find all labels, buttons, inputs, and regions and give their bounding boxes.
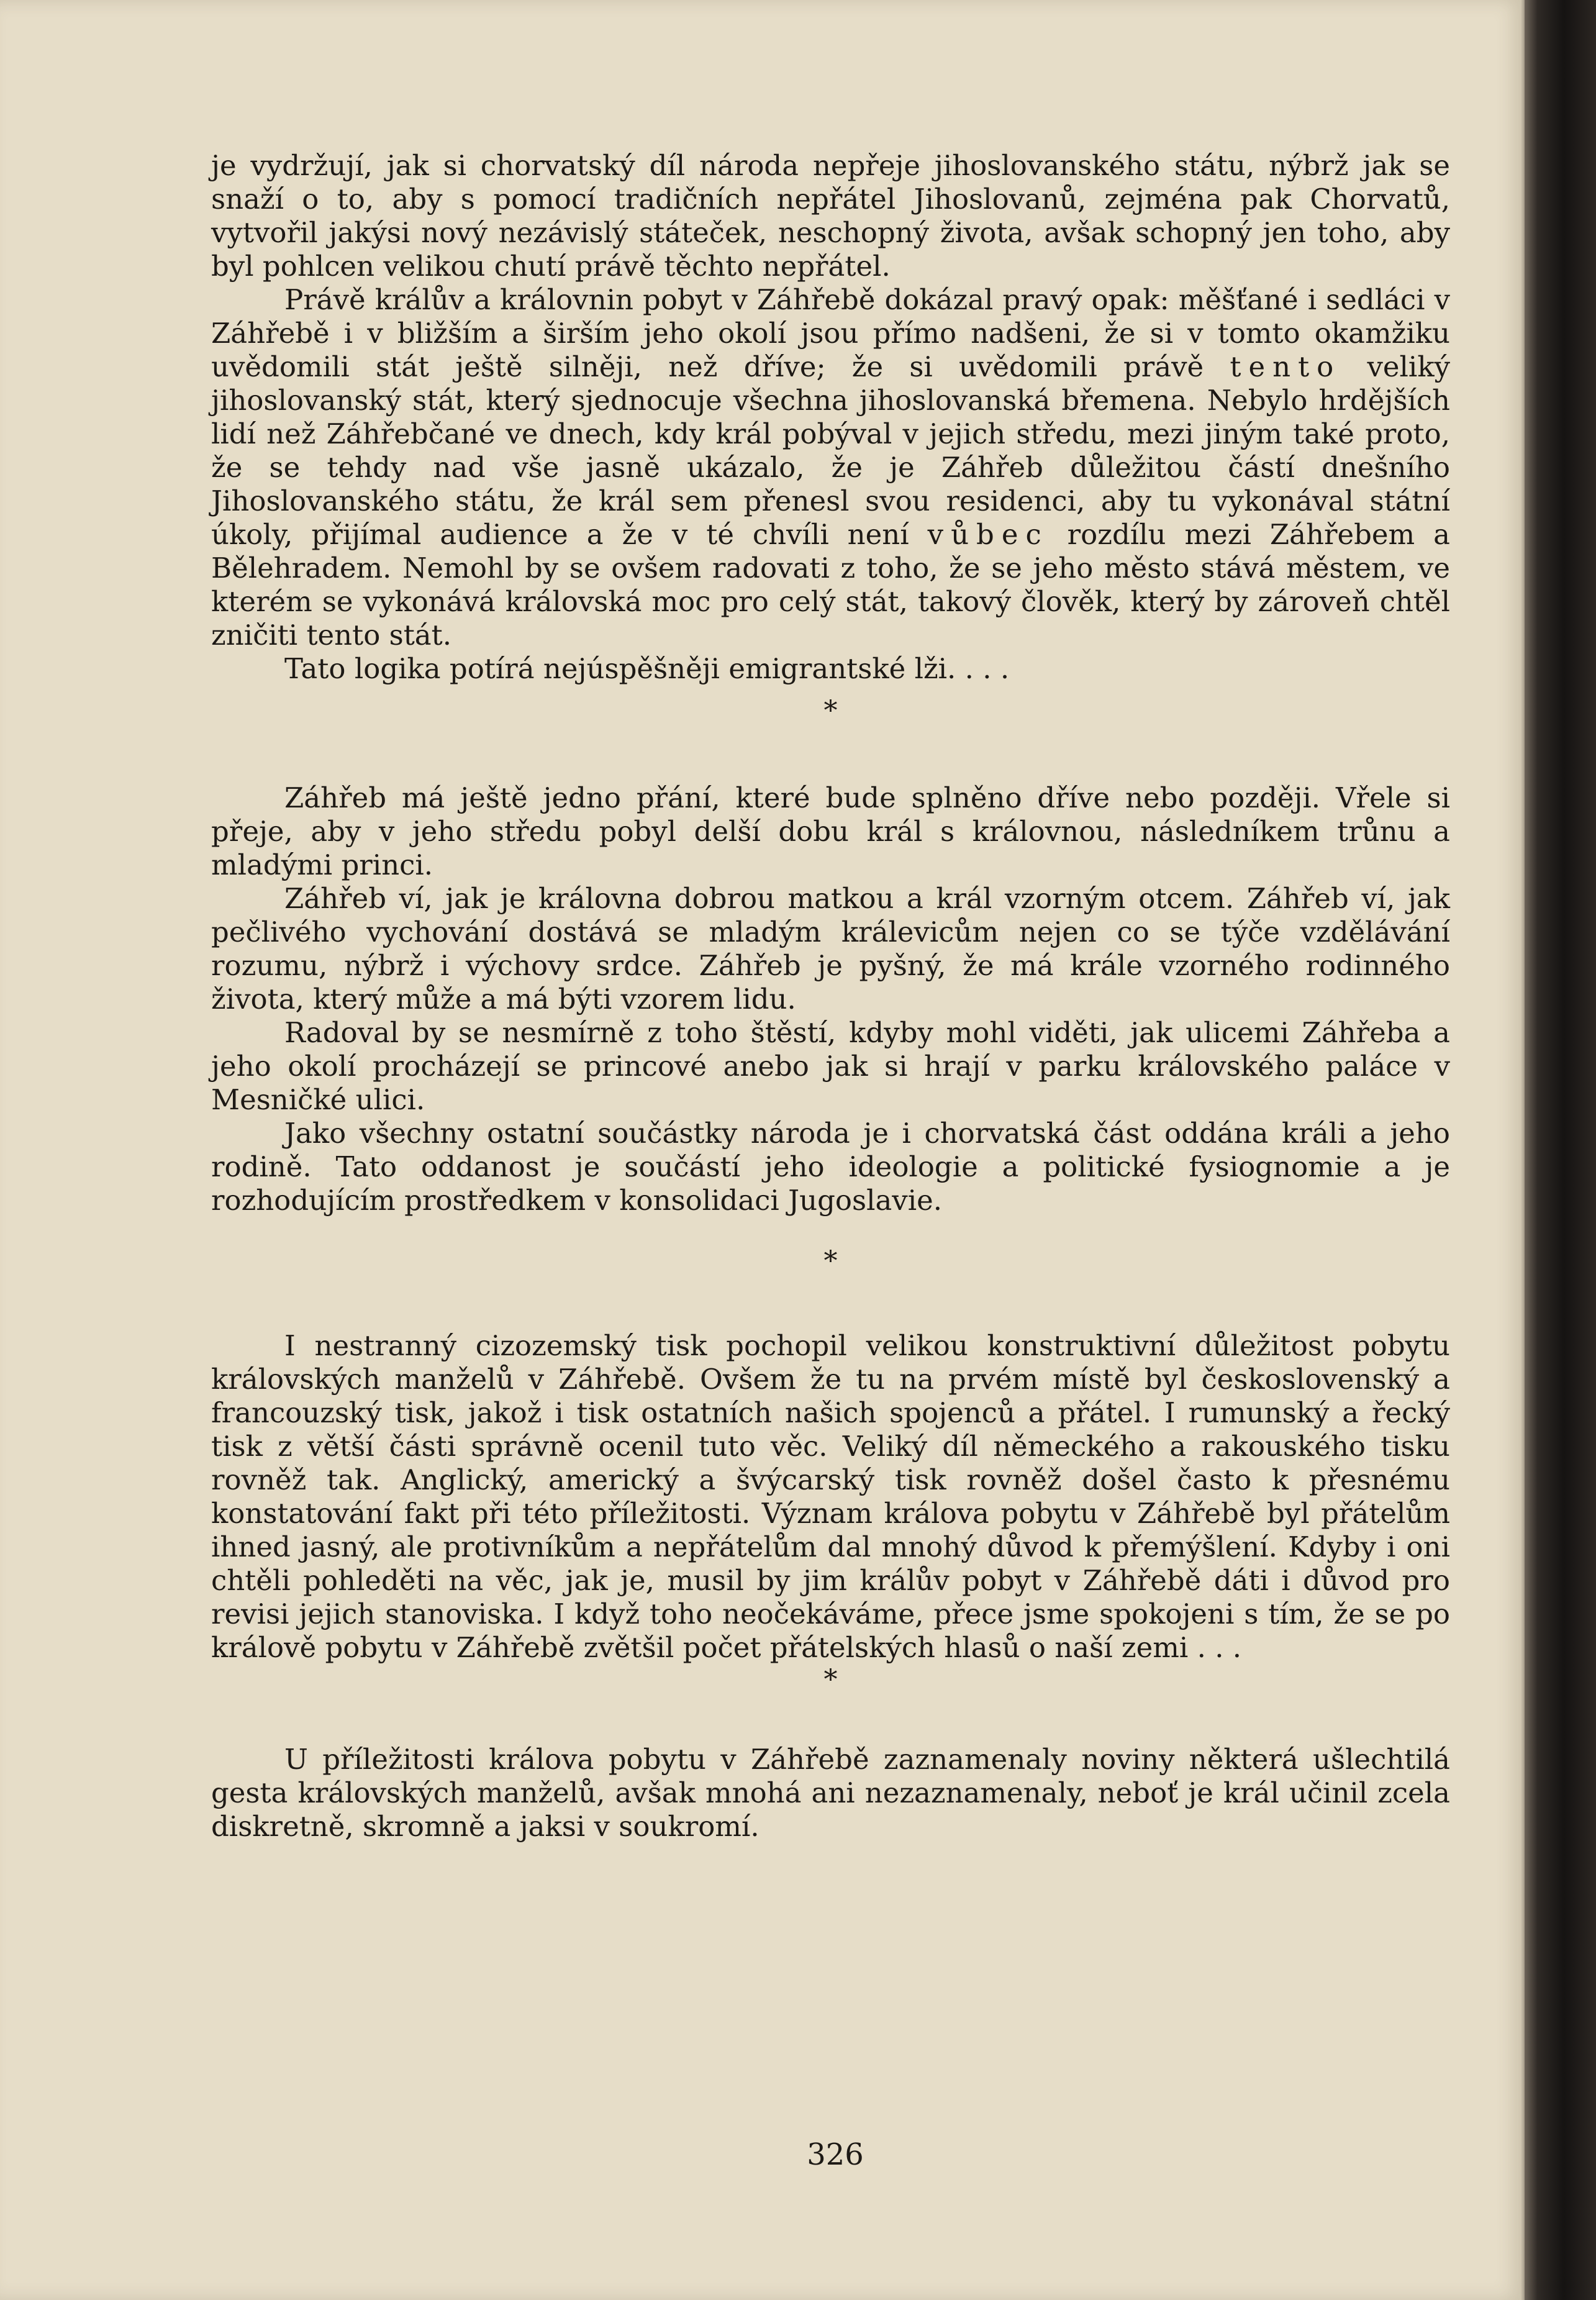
paragraph-2: [211, 283, 1450, 652]
section-separator: *: [823, 1245, 838, 1277]
paragraph-8: I nestranný cizozemský tisk pochopil velikou konstruktivní důležitost pobytu královských manželů v Záhřebě. Ovšem že tu na prvém místě byl československý a francouzský tisk, jakož i tisk ostatních našich spojenců a přátel. I rumunský a řecký tisk z větší části správně ocenil tuto věc. Veliký díl německého a rakouského tisku rovněž tak. Anglický, americký a švýcarský tisk rovněž došel často k přesnému konstatování fakt při této příležitosti. Význam králova pobytu v Záhřebě byl přátelům ihned jasný, ale protivníkům a nepřátelům dal mnohý důvod k přemýšlení. Kdyby i oni chtěli pohleděti na věc, jak je, musil by jim králův pobyt v Záhřebě dáti i důvod pro revisi jejich stanoviska. I když toho neočekáváme, přece jsme spokojeni s tím, že se po králově pobytu v Záhřebě zvětšil počet přátelských hlasů o naší zemi . . .: [211, 1329, 1450, 1664]
page-number: 326: [807, 2137, 864, 2172]
paragraph-5: Záhřeb ví, jak je královna dobrou matkou a král vzorným otcem. Záhřeb ví, jak pečlivého vychování dostává se mladým králevicům nejen co se týče vzdělávání rozumu, nýbrž i výchovy srdce. Záhřeb je pyšný, že má krále vzorného rodinného života, který může a má býti vzorem lidu.: [211, 882, 1450, 1016]
paragraph-1: je vydržují, jak si chorvatský díl národa nepřeje jihoslovanského státu, nýbrž jak se snaží o to, aby s pomocí tradičních nepřátel Jihoslovanů, zejména pak Chorvatů, vytvořil jakýsi nový nezávislý státeček, neschopný života, avšak schopný jen toho, aby byl pohlcen velikou chutí právě těchto nepřátel.: [211, 149, 1450, 283]
paragraph-2-part-b: veliký jihoslovanský stát, který sjednocuje všechna jihoslovanská břemena. Nebylo hrdějších lidí než Záhřebčané ve dnech, kdy král pobýval v jejich středu, mezi jiným také proto, že se tehdy nad vše jasně ukázalo, že je Záhřeb důležitou částí dnešního Jihoslovanského státu, že král sem přenesl svou residenci, aby tu vykonával státní úkoly, přijímal audience a že v té chvíli není: [211, 350, 1451, 551]
book-binding: [1525, 0, 1596, 2300]
paragraph-2-part-a: Právě králův a královnin pobyt v Záhřebě dokázal pravý opak: měšťané i sedláci v Záhřebě i v bližším a širším jeho okolí jsou přímo nadšeni, že si v tomto okamžiku uvědomili stát ještě silněji, než dříve; že si uvědomili právě: [211, 283, 1450, 383]
paragraph-6: Radoval by se nesmírně z toho štěstí, kdyby mohl viděti, jak ulicemi Záhřeba a jeho okolí procházejí se princové anebo jak si hrají v parku královského paláce v Mesničké ulici.: [211, 1016, 1450, 1116]
page-body: [211, 149, 1450, 1843]
emphasized-word-vubec: vůbec: [927, 518, 1049, 551]
paragraph-4: Záhřeb má ještě jedno přání, které bude splněno dříve nebo později. Vřele si přeje, aby v jeho středu pobyl delší dobu král s královnou, následníkem trůnu a mladými princi.: [211, 781, 1450, 881]
paragraph-9: U příležitosti králova pobytu v Záhřebě zaznamenaly noviny některá ušlechtilá gesta královských manželů, avšak mnohá ani nezaznamenaly, neboť je král učinil zcela diskretně, skromně a jaksi v soukromí.: [211, 1743, 1450, 1843]
emphasized-word-tento: tento: [1230, 350, 1341, 383]
paragraph-7: Jako všechny ostatní součástky národa je i chorvatská část oddána králi a jeho rodině. Tato oddanost je součástí jeho ideologie a politické fysiognomie a je rozhodujícím prostředkem v konsolidaci Jugoslavie.: [211, 1117, 1450, 1217]
paragraph-3: Tato logika potírá nejúspěšněji emigrantské lži. . . .: [284, 652, 1010, 685]
section-separator: *: [823, 695, 838, 727]
section-separator: *: [823, 1664, 838, 1696]
paragraph-2-part-c: rozdílu mezi Záhřebem a Bělehradem. Nemohl by se ovšem radovati z toho, že se jeho město stává městem, ve kterém se vykonává královská moc pro celý stát, takový člověk, který by zároveň chtěl zničiti tento stát.: [211, 518, 1450, 652]
